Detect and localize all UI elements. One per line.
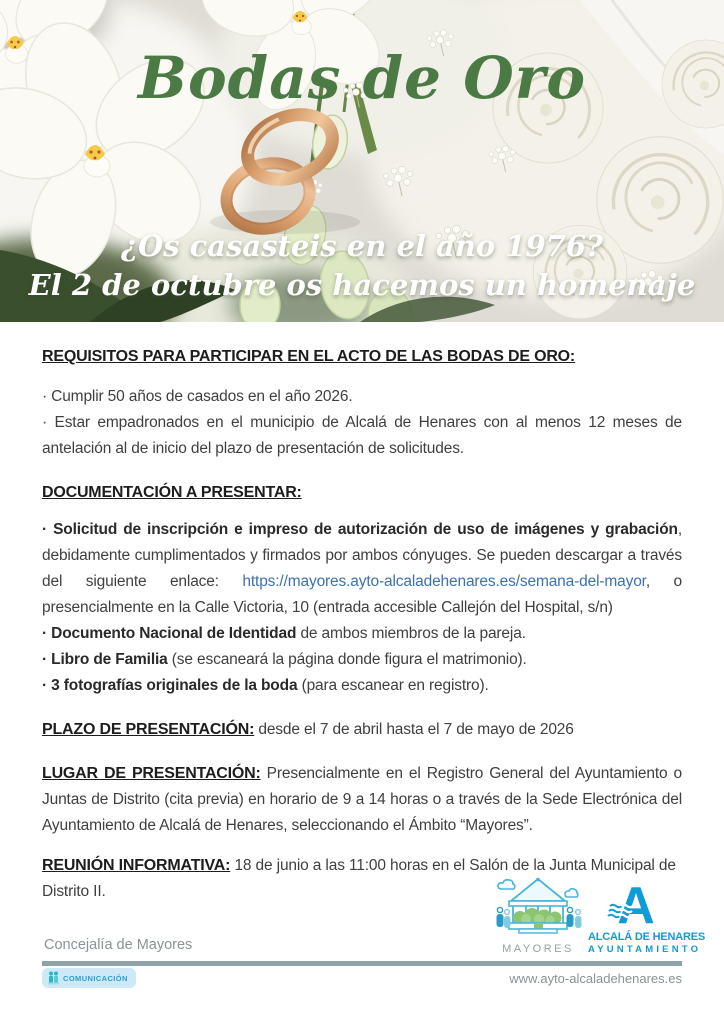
mayores-logo-label: MAYORES <box>502 943 574 955</box>
city-logo-name: ALCALÁ DE HENARES <box>588 931 705 943</box>
requisitos-bullet-2: · Estar empadronados en el municipio de Alcalá de Henares con al menos 12 meses de antelación al de inicio del plazo de presentación de solicitudes. <box>42 414 682 457</box>
requisitos-heading: REQUISITOS PARA PARTICIPAR EN EL ACTO DE LAS BODAS DE ORO: <box>42 348 576 365</box>
fotografias-text: (para escanear en registro). <box>297 677 489 694</box>
ayuntamiento-logo <box>588 882 705 955</box>
city-logo-subtitle: AYUNTAMIENTO <box>588 944 702 955</box>
lugar-text: Presencialmente en el Registro General del Ayuntamiento o Juntas de Distrito (cita previa) en horario de 9 a 14 horas o a través de la Sede Electrónica del Ayuntamiento de Alcalá de Henares, seleccionando el Ámbito “Mayores”. <box>42 765 683 834</box>
footer-divider <box>42 961 682 966</box>
poster-body <box>42 322 682 905</box>
libro-text: (se escaneará la página donde figura el matrimonio). <box>167 651 527 668</box>
page-title: Bodas de Oro <box>137 44 587 112</box>
comunicacion-label: COMUNICACIÓN <box>63 973 128 983</box>
mayores-gazebo-icon <box>492 877 584 937</box>
plazo-line <box>42 717 682 743</box>
requisitos-bullet-1: · Cumplir 50 años de casados en el año 2026. <box>42 388 353 405</box>
people-left-icon <box>497 907 511 928</box>
documentacion-item-libro <box>42 647 682 673</box>
reunion-heading: REUNIÓN INFORMATIVA: <box>42 857 231 874</box>
lugar-paragraph <box>42 761 682 839</box>
plazo-heading: PLAZO DE PRESENTACIÓN: <box>42 721 255 738</box>
plazo-text: desde el 7 de abril hasta el 7 de mayo de 2026 <box>254 721 574 738</box>
solicitud-text: , debidamente cumplimentados y firmados por ambos cónyuges. Se pueden descargar a través del siguiente enlace: <box>42 521 682 590</box>
hero-image <box>0 0 724 322</box>
solicitud-text-end: , o presencialmente en la Calle Victoria, 10 (entrada accesible Callejón del Hospital, s/n) <box>42 573 682 616</box>
documentacion-item-solicitud <box>42 517 682 621</box>
mayores-logo <box>492 877 584 955</box>
documentacion-item-dni <box>42 621 682 647</box>
documentacion-item-fotografias <box>42 673 682 699</box>
fotografias-bold-text: · 3 fotografías originales de la boda <box>42 677 298 694</box>
alcala-a-icon <box>588 882 684 926</box>
reunion-text: 18 de junio a las 11:00 horas en el Salón de la Junta Municipal de Distrito II. <box>42 857 676 900</box>
comunicacion-badge <box>42 968 136 988</box>
comunicacion-icon <box>47 971 60 985</box>
website-link[interactable]: www.ayto-alcaladehenares.es <box>509 971 682 986</box>
dni-text: de ambos miembros de la pareja. <box>296 625 526 642</box>
documentacion-heading: DOCUMENTACIÓN A PRESENTAR: <box>42 484 302 501</box>
hero-tagline-line2: El 2 de octubre os hacemos un homenaje <box>28 268 696 302</box>
dni-bold-text: · Documento Nacional de Identidad <box>42 625 297 642</box>
department-label: Concejalía de Mayores <box>44 937 193 953</box>
people-right-icon <box>567 907 582 928</box>
solicitud-bold-text: · Solicitud de inscripción e impreso de autorización de uso de imágenes y grabación <box>42 521 678 538</box>
svg-text:A: A <box>617 882 655 926</box>
hero-tagline-line1: ¿Os casasteis en el año 1976? <box>120 229 604 263</box>
lugar-heading: LUGAR DE PRESENTACIÓN: <box>42 765 261 782</box>
semana-del-mayor-link[interactable]: https://mayores.ayto-alcaladehenares.es/semana-del-mayor <box>242 573 646 590</box>
libro-bold-text: · Libro de Familia <box>42 651 168 668</box>
reunion-paragraph <box>42 853 682 905</box>
